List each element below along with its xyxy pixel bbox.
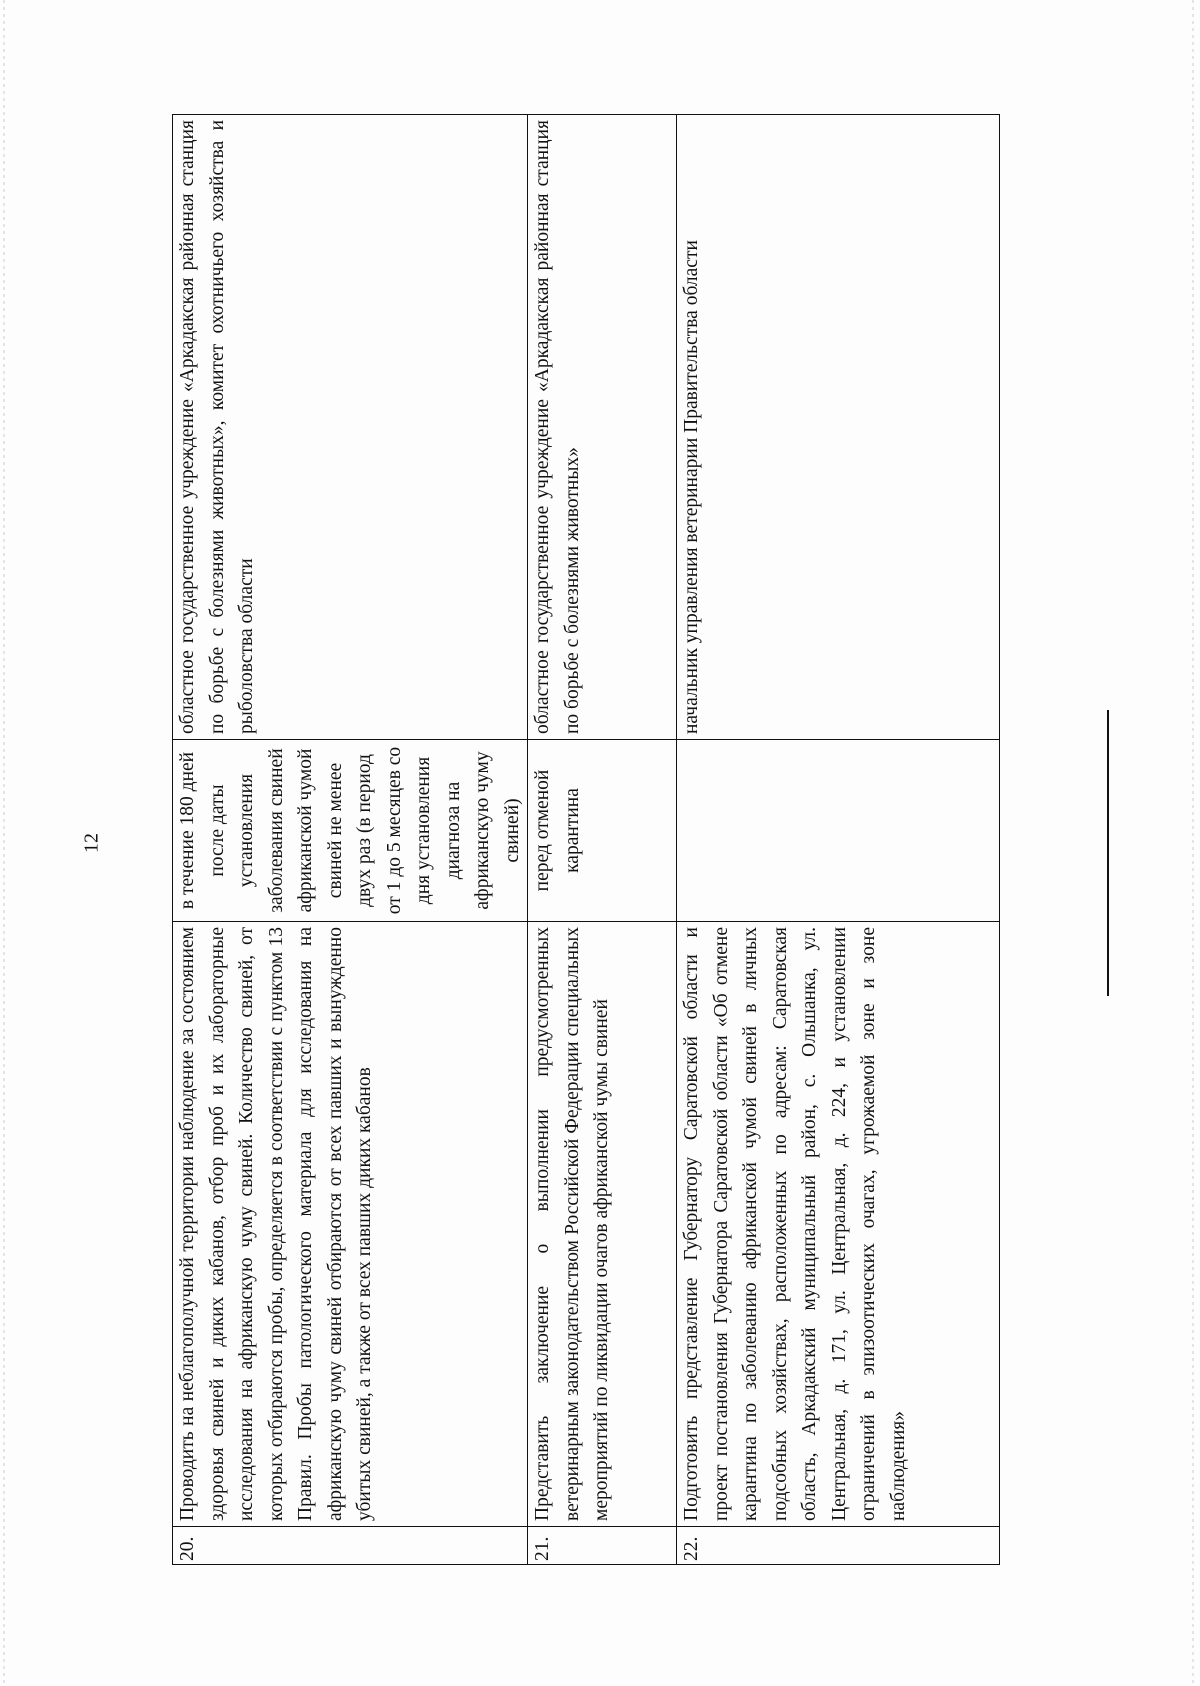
row-number: 20. bbox=[173, 1527, 528, 1565]
row-term bbox=[677, 740, 1000, 922]
table-row bbox=[528, 115, 677, 1565]
row-term: в течение 180 дней после даты установления заболевания свиней африканской чумой свиней не менее двух раз (в период от 1 до 5 месяцев со дня установления диагноза на африканскую чуму свиней) bbox=[173, 740, 528, 922]
scan-edge-right bbox=[1192, 0, 1194, 1686]
row-action: Проводить на неблагополучной территории наблюдение за состоянием здоровья свиней и диких кабанов, отбор проб и их лабораторные исследования на африканскую чуму свиней. Количество свиней, от которых отбираются пробы, определяется в соответствии с пунктом 13 Правил. Пробы патологического материала для исследования на африканскую чуму свиней отбираются от всех павших и вынужденно убитых свиней, а также от всех павших диких кабанов bbox=[173, 922, 528, 1527]
row-action: Представить заключение о выполнении предусмотренных ветеринарным законодательством Российской Федерации специальных мероприятий по ликвидации очагов африканской чумы свиней bbox=[528, 922, 677, 1527]
measures-table-rotated bbox=[172, 115, 1000, 1565]
row-action: Подготовить представление Губернатору Саратовской области и проект постановления Губернатора Саратовской области «Об отмене карантина по заболеванию африканской чумой свиней в личных подсобных хозяйствах, расположенных по адресам: Саратовская область, Аркадакский муниципальный район, с. Ольшанка, ул. Центральная, д. 171, ул. Центральная, д. 224, и установлении ограничений в эпизоотических очагах, угрожаемой зоне и зоне наблюдения» bbox=[677, 922, 1000, 1527]
row-responsible: начальник управления ветеринарии Правительства области bbox=[677, 115, 1000, 740]
row-responsible: областное государственное учреждение «Аркадакская районная станция по борьбе с болезнями животных», комитет охотничьего хозяйства и рыболовства области bbox=[173, 115, 528, 740]
row-responsible: областное государственное учреждение «Аркадакская районная станция по борьбе с болезнями животных» bbox=[528, 115, 677, 740]
row-term: перед отменой карантина bbox=[528, 740, 677, 922]
table-row bbox=[173, 115, 528, 1565]
measures-table bbox=[172, 114, 1000, 1565]
table-row bbox=[677, 115, 1000, 1565]
scan-edge-left bbox=[3, 0, 5, 1686]
end-rule-line bbox=[1107, 710, 1109, 996]
page-number: 12 bbox=[80, 833, 103, 853]
row-number: 22. bbox=[677, 1527, 1000, 1565]
row-number: 21. bbox=[528, 1527, 677, 1565]
